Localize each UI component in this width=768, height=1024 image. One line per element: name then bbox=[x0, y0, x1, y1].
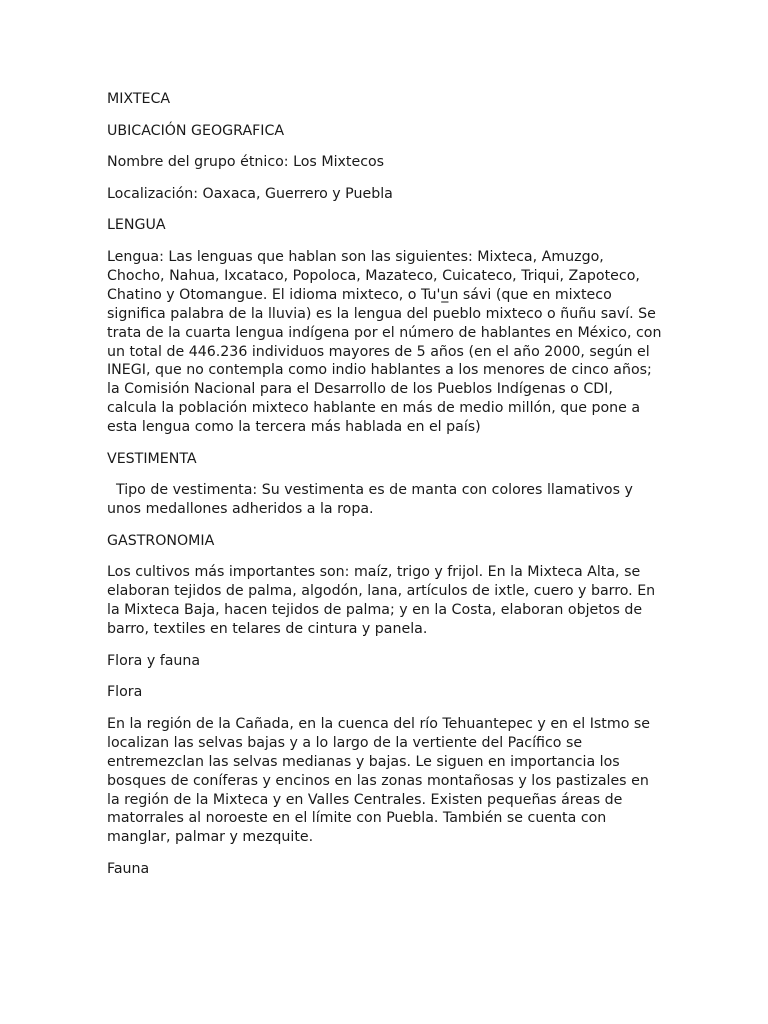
section-heading-ubicacion: UBICACIÓN GEOGRAFICA bbox=[107, 122, 285, 139]
section-heading-lengua: LENGUA bbox=[107, 217, 166, 234]
section-heading-gastronomia: GASTRONOMIA bbox=[107, 532, 215, 549]
lengua-paragraph: Lengua: Las lenguas que hablan son las siguientes: Mixteca, Amuzgo, Chocho, Nahua, Ixcataco, Popoloca, Mazateco, Cuicateco, Triqui, Zapoteco, Chatino y Otomangue. El idioma mixteco, o Tu'u̲n sávi (que en mixteco significa palabra de la lluvia) es la lengua del pueblo mixteco o ñuñu saví. Se trata de la cuarta lengua indígena por el número de hablantes en México, con un total de 446.236 individuos mayores de 5 años (en el año 2000, según el INEGI, que no contempla como indio hablantes a los menores de cinco años; la Comisión Nacional para el Desarrollo de los Pueblos Indígenas o CDI, calcula la población mixteco hablante en más de medio millón, que pone a esta lengua como la tercera más hablada en el país) bbox=[107, 248, 662, 436]
gastronomia-paragraph: Los cultivos más importantes son: maíz, trigo y frijol. En la Mixteca Alta, se elaboran tejidos de palma, algodón, lana, artículos de ixtle, cuero y barro. En la Mixteca Baja, hacen tejidos de palma; y en la Costa, elaboran objetos de barro, textiles en telares de cintura y panela. bbox=[107, 564, 656, 638]
doc-title: MIXTECA bbox=[107, 91, 171, 107]
document-page bbox=[107, 90, 663, 892]
section-heading-flora-fauna: Flora y fauna bbox=[107, 652, 201, 669]
section-heading-fauna: Fauna bbox=[107, 860, 150, 877]
section-heading-vestimenta: VESTIMENTA bbox=[107, 450, 197, 467]
vestimenta-paragraph: Tipo de vestimenta: Su vestimenta es de manta con colores llamativos y unos medallones adheridos a la ropa. bbox=[107, 482, 633, 518]
location-line: Localización: Oaxaca, Guerrero y Puebla bbox=[107, 185, 393, 202]
section-heading-flora: Flora bbox=[107, 684, 143, 701]
ethnic-group-name: Nombre del grupo étnico: Los Mixtecos bbox=[107, 154, 385, 171]
flora-paragraph: En la región de la Cañada, en la cuenca del río Tehuantepec y en el Istmo se localizan las selvas bajas y a lo largo de la vertiente del Pacífico se entremezclan las selvas medianas y bajas. Le siguen en importancia los bosques de coníferas y encinos en las zonas montañosas y los pastizales en la región de la Mixteca y en Valles Centrales. Existen pequeñas áreas de matorrales al noroeste en el límite con Puebla. También se cuenta con manglar, palmar y mezquite. bbox=[107, 715, 651, 846]
